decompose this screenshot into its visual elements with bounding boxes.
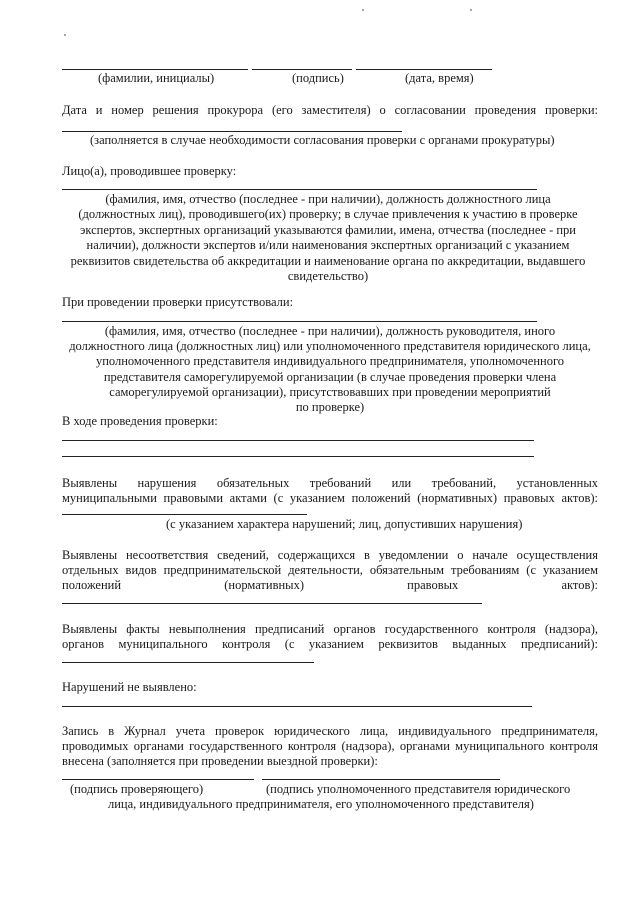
- inconsistencies-line-2: отдельных видов предпринимательской деятельности, обязательным требованиям (с указанием: [62, 563, 598, 577]
- word: реквизитов: [378, 637, 438, 651]
- signature-caption: (подпись): [292, 71, 344, 85]
- representative-signature-line: [262, 779, 500, 780]
- word: актов):: [561, 578, 598, 592]
- checker-signature-line: [62, 779, 254, 780]
- word: нарушения: [137, 476, 197, 490]
- during-label: В ходе проведения проверки:: [62, 414, 218, 428]
- word: Выявлены: [62, 476, 118, 490]
- during-line-1: [62, 440, 534, 441]
- inconsistencies-line-1: Выявлены несоответствия сведений, содержащихся в уведомлении о начале осуществления: [62, 548, 598, 562]
- present-caption-line: саморегулируемой организации), присутствовавших при проведении мероприятий: [109, 384, 551, 399]
- word: (нормативных): [224, 578, 304, 592]
- word: требований,: [431, 476, 497, 490]
- violations-line: [62, 514, 307, 515]
- scan-speck: [64, 34, 66, 36]
- word: предписаний):: [520, 637, 598, 651]
- scan-speck: [470, 9, 472, 11]
- inconsistencies-line-3: [62, 578, 598, 593]
- inconsistencies-line: [62, 603, 482, 604]
- inspector-caption-line: реквизитов свидетельства об аккредитации и наименование органа по аккредитации, выдавшего: [70, 253, 586, 268]
- journal-line-2: проводимых органами государственного контроля (надзора), органами муниципального контроля: [62, 739, 598, 753]
- date-caption: (дата, время): [405, 71, 474, 85]
- inspector-caption-line: экспертов, экспертных организаций указываются фамилии, имена, отчества (последнее - при: [79, 222, 576, 237]
- word: требований: [309, 476, 372, 490]
- signature-line: [252, 69, 352, 70]
- word: положений: [62, 578, 122, 592]
- present-caption-line: представителя саморегулируемой организации (в случае проведения проверки члена: [103, 369, 557, 384]
- checker-signature-caption: (подпись проверяющего): [70, 782, 204, 796]
- noncompliance-line: [62, 662, 314, 663]
- present-line: [62, 321, 537, 322]
- word: муниципального: [118, 637, 208, 651]
- present-label: При проведении проверки присутствовали:: [62, 295, 294, 309]
- word: органов: [62, 637, 105, 651]
- violations-label-line-2: муниципальными правовыми актами (с указанием положений (нормативных) правовых актов):: [62, 491, 598, 505]
- name-line: [62, 69, 248, 70]
- inspector-caption-line: (фамилия, имя, отчество (последнее - при наличии), должность должностного лица: [105, 192, 551, 206]
- word: правовых: [407, 578, 459, 592]
- representative-caption-2: лица, индивидуального предпринимателя, его уполномоченного представителя): [108, 797, 534, 811]
- journal-line-1: Запись в Журнал учета проверок юридического лица, индивидуального предпринимателя,: [62, 724, 598, 738]
- word: выданных: [452, 637, 507, 651]
- noncompliance-line-2: [62, 637, 598, 652]
- inspector-caption: [62, 192, 594, 284]
- word: установленных: [516, 476, 598, 490]
- prosecutor-decision-label: Дата и номер решения прокурора (его заместителя) о согласовании проведения проверки:: [62, 103, 598, 117]
- word: указанием: [308, 637, 364, 651]
- inspector-caption-line: (должностных лиц), проводившего(их) проверку; в случае привлечения к участию в проверке: [78, 207, 578, 222]
- scan-speck: [362, 9, 364, 11]
- present-caption-line: (фамилия, имя, отчество (последнее - при наличии), должность руководителя, иного: [104, 324, 556, 338]
- present-caption-line: по проверке): [295, 400, 365, 415]
- present-caption: [62, 324, 598, 415]
- noncompliance-line-1: Выявлены факты невыполнения предписаний органов государственного контроля (надзора),: [62, 622, 598, 636]
- no-violations-line: [62, 706, 532, 707]
- word: обязательных: [216, 476, 290, 490]
- present-caption-line: уполномоченного представителя индивидуального предпринимателя, уполномоченного: [95, 354, 565, 369]
- word: контроля: [222, 637, 271, 651]
- inspector-label: Лицо(а), проводившее проверку:: [62, 164, 237, 178]
- prosecutor-line: [62, 131, 402, 132]
- present-caption-line: должностного лица (должностных лиц) или уполномоченного представителя юридического лица,: [69, 339, 591, 354]
- word: (с: [284, 637, 295, 651]
- inspector-caption-line: свидетельство): [287, 269, 369, 284]
- date-line: [356, 69, 492, 70]
- word: или: [391, 476, 412, 490]
- journal-line-3: внесена (заполняется при проведении выездной проверки):: [62, 754, 378, 768]
- violations-label-line: [62, 476, 598, 491]
- prosecutor-caption: (заполняется в случае необходимости согласования проверки с органами прокуратуры): [90, 133, 555, 147]
- name-caption: (фамилии, инициалы): [98, 71, 215, 85]
- during-line-2: [62, 456, 534, 457]
- inspector-caption-line: наличии), должности экспертов и/или наименования экспертных организаций с указанием: [86, 238, 570, 253]
- violations-caption: (с указанием характера нарушений; лиц, допустивших нарушения): [166, 517, 523, 531]
- no-violations-label: Нарушений не выявлено:: [62, 680, 197, 694]
- inspector-line: [62, 189, 537, 190]
- representative-caption-1: (подпись уполномоченного представителя юридического: [266, 782, 571, 796]
